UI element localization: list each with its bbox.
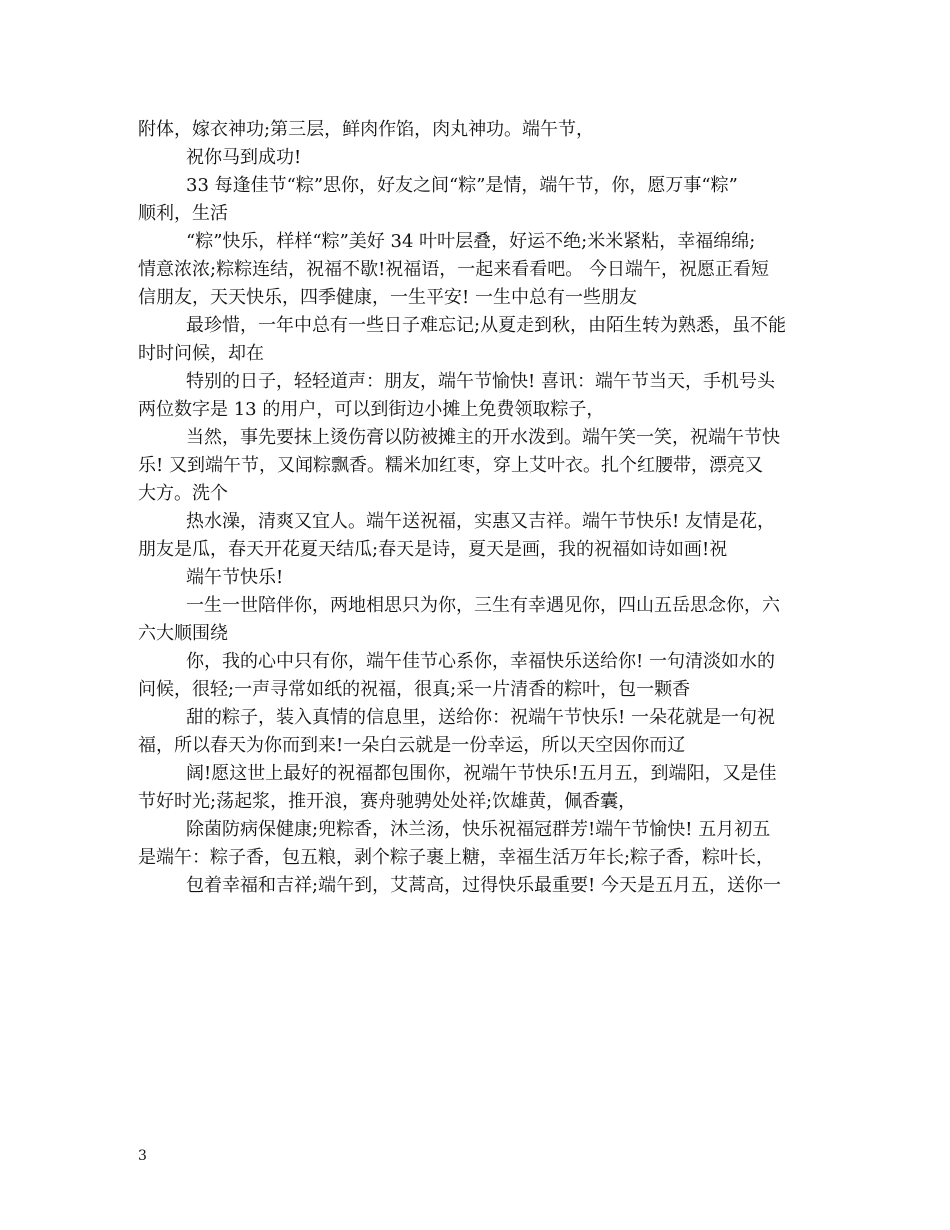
page-number: 3 (138, 1148, 147, 1164)
text-line: 附体，嫁衣神功;第三层，鲜肉作馅，肉丸神功。端午节， (138, 119, 595, 140)
text-line: 问候，很轻;一声寻常如纸的祝福，很真;采一片清香的粽叶，包一颗香 (138, 679, 691, 700)
paragraph (138, 116, 818, 144)
text-line: 情意浓浓;粽粽连结，祝福不歇!祝福语，一起来看看吧。 今日端午，祝愿正看短 (138, 259, 770, 280)
paragraph (138, 508, 818, 564)
text-line: 一生一世陪伴你，两地相思只为你，三生有幸遇见你，四山五岳思念你，六 (186, 595, 780, 616)
text-line: 节好时光;荡起浆，推开浪，赛舟驰骋处处祥;饮雄黄，佩香囊， (138, 791, 637, 812)
text-line: 特别的日子，轻轻道声：朋友，端午节愉快! 喜讯：端午节当天，手机号头 (186, 371, 775, 392)
text-line: 乐! 又到端午节，又闻粽飘香。糯米加红枣，穿上艾叶衣。扎个红腰带，漂亮又 (138, 455, 763, 476)
text-line: 信朋友，天天快乐，四季健康，一生平安! 一生中总有一些朋友 (138, 287, 637, 308)
paragraph (138, 592, 818, 648)
text-line: 阔!愿这世上最好的祝福都包围你，祝端午节快乐!五月五，到端阳，又是佳 (186, 763, 777, 784)
text-line: 最珍惜，一年中总有一些日子难忘记;从夏走到秋，由陌生转为熟悉，虽不能 (186, 315, 787, 336)
paragraph (138, 760, 818, 816)
text-line: 热水澡，清爽又宜人。端午送祝福，实惠又吉祥。端午节快乐! 友情是花， (186, 511, 775, 532)
paragraph (138, 564, 818, 592)
text-line: 是端午：粽子香，包五粮，剥个粽子裹上糖，幸福生活万年长;粽子香，粽叶长， (138, 847, 775, 868)
text-line: 大方。洗个 (138, 483, 228, 504)
paragraph (138, 368, 818, 424)
text-line: 除菌防病保健康;兜粽香，沐兰汤，快乐祝福冠群芳!端午节愉快! 五月初五 (186, 819, 771, 840)
paragraph (138, 144, 818, 172)
document-body (138, 116, 818, 900)
text-line: 端午节快乐! (186, 567, 284, 588)
text-line: 顺利，生活 (138, 203, 228, 224)
text-line: 当然，事先要抹上烫伤膏以防被摊主的开水泼到。端午笑一笑，祝端午节快 (186, 427, 780, 448)
paragraph (138, 872, 818, 900)
text-line: 朋友是瓜，春天开花夏天结瓜;春天是诗，夏天是画，我的祝福如诗如画!祝 (138, 539, 728, 560)
paragraph (138, 172, 818, 228)
paragraph (138, 648, 818, 704)
text-line: 两位数字是 13 的用户，可以到街边小摊上免费领取粽子， (138, 399, 605, 420)
paragraph (138, 704, 818, 760)
paragraph (138, 228, 818, 312)
text-line: 33 每逢佳节“粽”思你，好友之间“粽”是情，端午节，你，愿万事“粽” (186, 175, 738, 196)
text-line: 甜的粽子，装入真情的信息里，送给你：祝端午节快乐! 一朵花就是一句祝 (186, 707, 775, 728)
text-line: 包着幸福和吉祥;端午到，艾蒿高，过得快乐最重要! 今天是五月五，送你一 (186, 875, 782, 896)
text-line: 你，我的心中只有你，端午佳节心系你，幸福快乐送给你! 一句清淡如水的 (186, 651, 775, 672)
text-line: 时时问候，却在 (138, 343, 264, 364)
paragraph (138, 816, 818, 872)
text-line: 福，所以春天为你而到来!一朵白云就是一份幸运，所以天空因你而辽 (138, 735, 686, 756)
text-line: 六大顺围绕 (138, 623, 228, 644)
paragraph (138, 312, 818, 368)
text-line: “粽”快乐，样样“粽”美好 34 叶叶层叠，好运不绝;米米紧粘，幸福绵绵; (186, 231, 756, 252)
paragraph (138, 424, 818, 508)
text-line: 祝你马到成功! (186, 147, 302, 168)
